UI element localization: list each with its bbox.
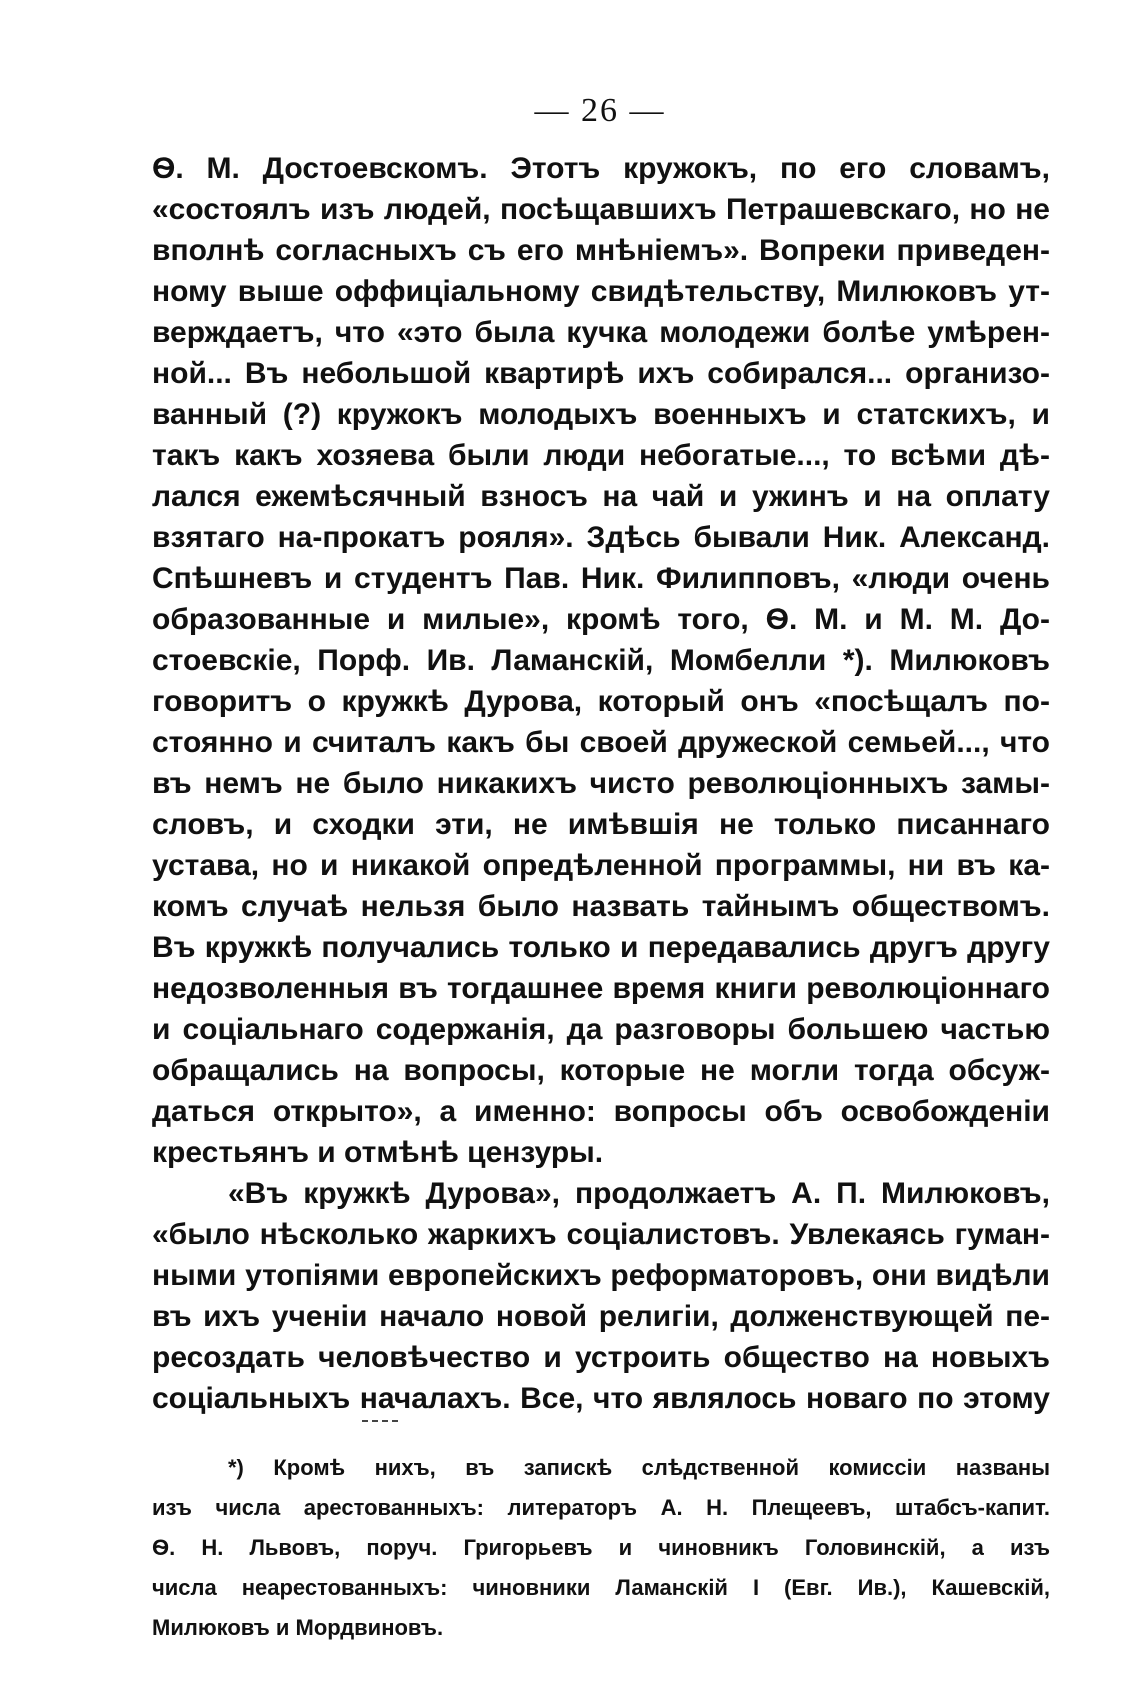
text-line: въ немъ не было никакихъ чисто революціонныхъ замы-: [152, 767, 1050, 800]
footnote-line: числа неарестованныхъ: чиновники Ламанскій I (Евг. Ив.), Кашевскій,: [152, 1575, 1050, 1600]
text-line: Спѣшневъ и студентъ Пав. Ник. Филипповъ, «люди очень: [152, 562, 1050, 595]
text-line: взятаго на-прокатъ рояля». Здѣсь бывали Ник. Александ.: [152, 521, 1050, 554]
text-line: стоянно и считалъ какъ бы своей дружеской семьей..., что: [152, 726, 1050, 759]
text-line: «состоялъ изъ людей, посѣщавшихъ Петрашевскаго, но не: [152, 193, 1050, 226]
text-line: такъ какъ хозяева были люди небогатые..., то всѣми дѣ-: [152, 439, 1050, 472]
main-text: [152, 148, 1050, 1419]
text-line: ными утопіями европейскихъ реформаторовъ, они видѣли: [152, 1259, 1050, 1292]
text-line: ресоздать человѣчество и устроить общество на новыхъ: [152, 1341, 1050, 1374]
footnote-line: изъ числа арестованныхъ: литераторъ А. Н. Плещеевъ, штабсъ-капит.: [152, 1495, 1050, 1520]
text-line: «было нѣсколько жаркихъ соціалистовъ. Увлекаясь гуман-: [152, 1218, 1050, 1251]
text-line: соціальныхъ началахъ. Все, что являлось новаго по этому: [152, 1382, 1050, 1415]
text-line: устава, но и никакой опредѣленной программы, ни въ ка-: [152, 849, 1050, 882]
text-line: даться открыто», а именно: вопросы объ освобожденіи: [152, 1095, 1050, 1128]
text-line: вполнѣ согласныхъ съ его мнѣніемъ». Вопреки приведен-: [152, 234, 1050, 267]
text-line: образованные и милые», кромѣ того, Ѳ. М. и М. М. До-: [152, 603, 1050, 636]
text-line: лался ежемѣсячный взносъ на чай и ужинъ и на оплату: [152, 480, 1050, 513]
text-line: обращались на вопросы, которые не могли тогда обсуж-: [152, 1054, 1050, 1087]
text-line: Въ кружкѣ получались только и передавались другъ другу: [152, 931, 1050, 964]
footnote-line: *) Кромѣ нихъ, въ запискѣ слѣдственной комиссіи названы: [228, 1455, 1050, 1480]
text-line: говоритъ о кружкѣ Дурова, который онъ «посѣщалъ по-: [152, 685, 1050, 718]
page-number: — 26 —: [534, 92, 666, 129]
text-line: ной... Въ небольшой квартирѣ ихъ собирался... организо-: [152, 357, 1050, 390]
text-line: ному выше оффиціальному свидѣтельству, Милюковъ ут-: [152, 275, 1050, 308]
text-line: комъ случаѣ нельзя было назвать тайнымъ обществомъ.: [152, 890, 1050, 923]
text-line: Ѳ. М. Достоевскомъ. Этотъ кружокъ, по его словамъ,: [152, 152, 1050, 185]
text-line: и соціальнаго содержанія, да разговоры большею частью: [152, 1013, 1050, 1046]
text-line: недозволенныя въ тогдашнее время книги революціоннаго: [152, 972, 1050, 1005]
text-line-paragraph-start: «Въ кружкѣ Дурова», продолжаетъ А. П. Милюковъ,: [228, 1177, 1050, 1210]
text-line: словъ, и сходки эти, не имѣвшія не только писаннаго: [152, 808, 1050, 841]
text-line: верждаетъ, что «это была кучка молодежи болѣе умѣрен-: [152, 316, 1050, 349]
text-line: стоевскіе, Порф. Ив. Ламанскій, Момбелли *). Милюковъ: [152, 644, 1050, 677]
text-line-paragraph-end: крестьянъ и отмѣнѣ цензуры.: [152, 1136, 604, 1169]
footnote: [152, 1448, 1050, 1648]
text-line: въ ихъ ученіи начало новой религіи, долженствующей пе-: [152, 1300, 1050, 1333]
footnote-line: Ѳ. Н. Львовъ, поруч. Григорьевъ и чиновникъ Головинскій, а изъ: [152, 1535, 1050, 1560]
text-line: ванный (?) кружокъ молодыхъ военныхъ и статскихъ, и: [152, 398, 1050, 431]
footnote-line: Милюковъ и Мордвиновъ.: [152, 1615, 444, 1640]
footnote-separator: [362, 1420, 398, 1424]
